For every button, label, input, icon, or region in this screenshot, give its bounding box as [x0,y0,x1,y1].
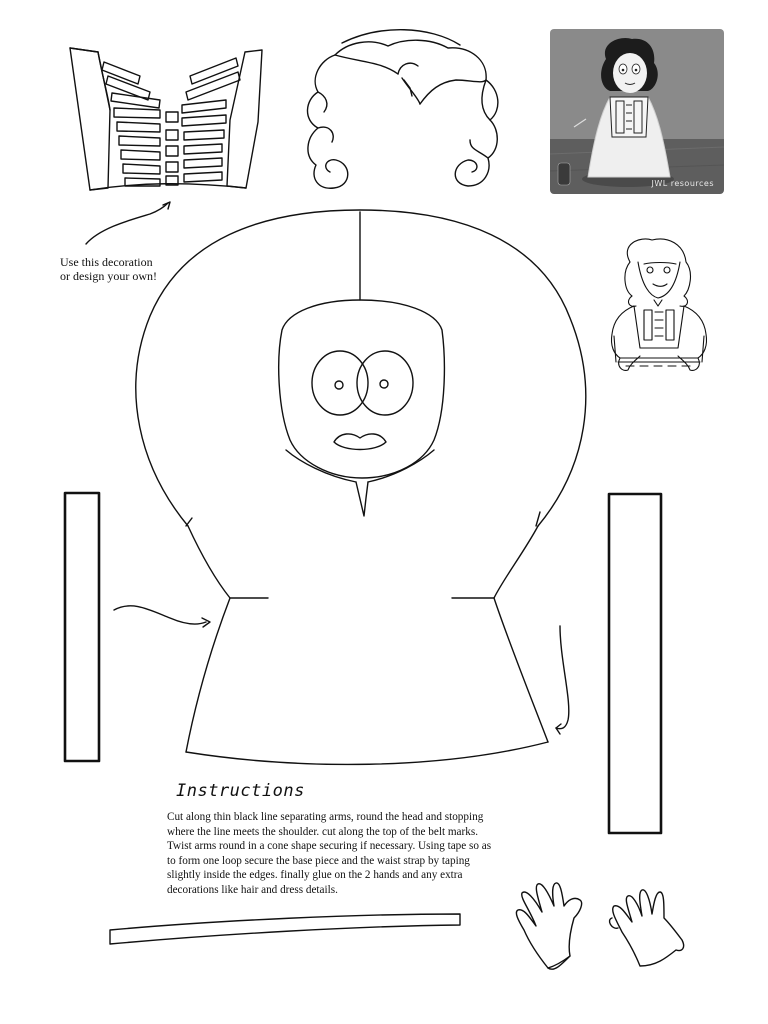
instruction-line: to form one loop secure the base piece and the waist strap by taping [167,854,470,867]
hair-piece [307,30,497,189]
instruction-line: decorations like hair and dress details. [167,883,338,896]
vest-pointer-arrow [86,203,168,244]
vest-pointer-arrowhead [163,202,170,209]
vest-decoration [70,48,262,190]
right-strap [609,494,661,833]
instructions-text [167,810,567,898]
left-strap [65,493,99,761]
finished-puppet-photo [550,29,724,194]
decoration-note-line-2: or design your own! [60,269,157,283]
photo-watermark: JWL resources [651,179,714,188]
instruction-line: where the line meets the shoulder. cut along the top of the belt marks. [167,825,478,838]
instructions-heading: Instructions [176,781,305,801]
decoration-note [60,255,200,283]
right-hand [610,890,684,966]
base-strip [110,914,460,944]
finished-character-sketch [611,239,706,370]
instruction-line: slightly inside the edges. finally glue on the 2 hands and any extra [167,869,463,882]
instruction-line: Twist arms round in a cone shape securing if necessary. Using tape so as [167,840,492,853]
decoration-note-line-1: Use this decoration [60,255,153,269]
body-template [114,210,586,764]
instruction-line: Cut along thin black line separating arms, round the head and stopping [167,811,484,823]
